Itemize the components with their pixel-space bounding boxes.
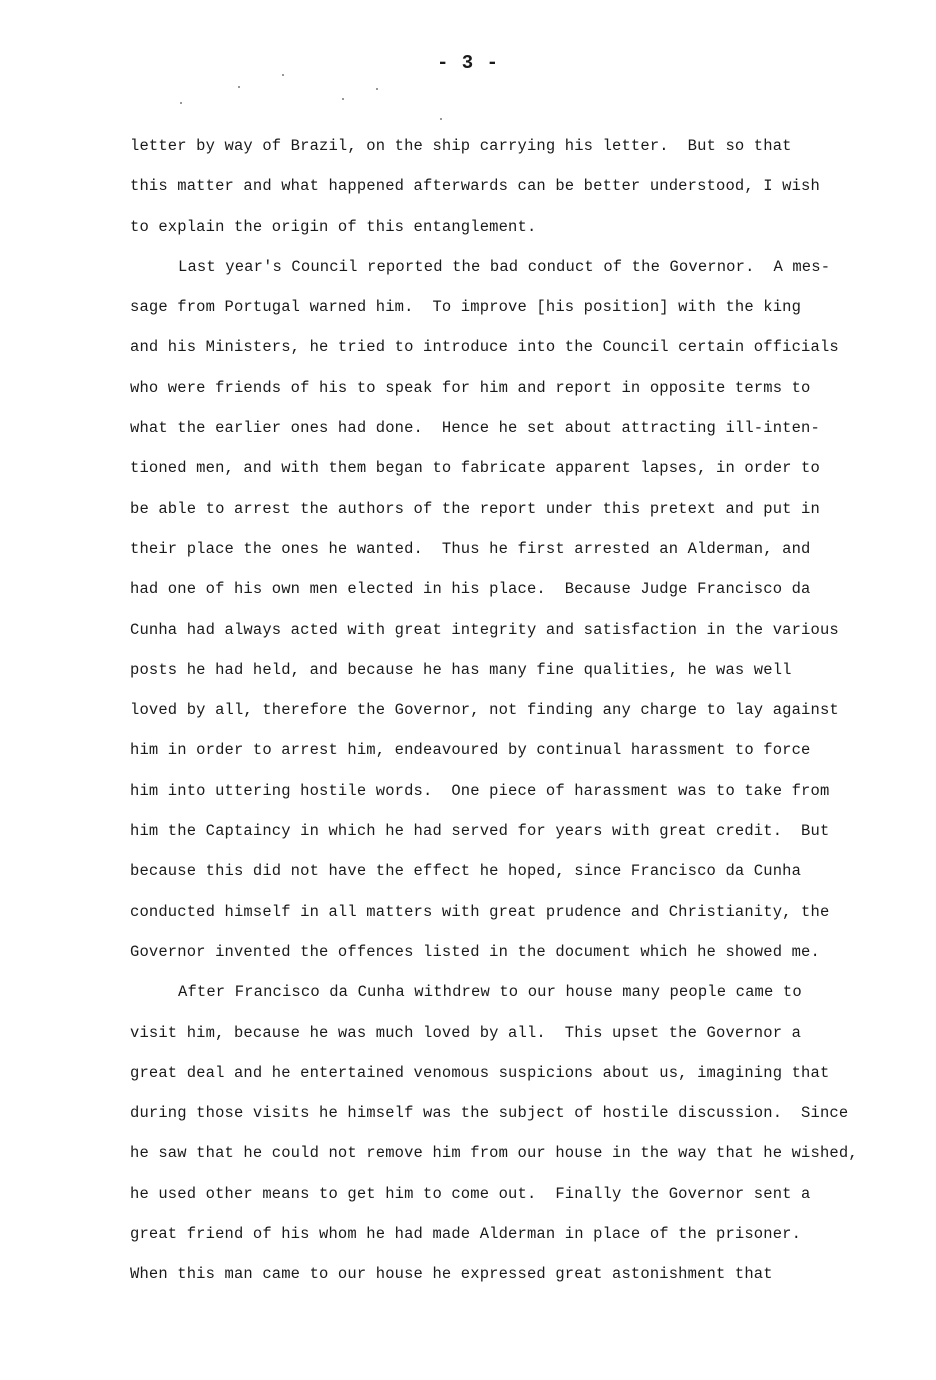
page-number: - 3 - bbox=[436, 52, 499, 74]
text-line: during those visits he himself was the subject of hostile discussion. Since bbox=[130, 1104, 849, 1123]
text-line: be able to arrest the authors of the report under this pretext and put in bbox=[130, 499, 820, 518]
text-line: tioned men, and with them began to fabricate apparent lapses, in order to bbox=[130, 459, 820, 478]
text-line: posts he had held, and because he has many fine qualities, he was well bbox=[130, 660, 792, 679]
text-line: him in order to arrest him, endeavoured by continual harassment to force bbox=[130, 741, 811, 760]
text-line: and his Ministers, he tried to introduce into the Council certain officials bbox=[130, 338, 839, 357]
text-line: him the Captaincy in which he had served for years with great credit. But bbox=[130, 822, 830, 841]
text-line: sage from Portugal warned him. To improve [his position] with the king bbox=[130, 298, 802, 317]
text-line: who were friends of his to speak for him and report in opposite terms to bbox=[130, 378, 811, 397]
text-line: letter by way of Brazil, on the ship carrying his letter. But so that bbox=[130, 137, 792, 155]
text-line: he used other means to get him to come out. Finally the Governor sent a bbox=[130, 1184, 811, 1203]
text-line: loved by all, therefore the Governor, not finding any charge to lay against bbox=[130, 701, 839, 720]
text-line: had one of his own men elected in his place. Because Judge Francisco da bbox=[130, 580, 811, 599]
text-line: Cunha had always acted with great integrity and satisfaction in the various bbox=[130, 620, 839, 639]
text-line: what the earlier ones had done. Hence he set about attracting ill-inten- bbox=[130, 419, 820, 438]
text-line: to explain the origin of this entanglement. bbox=[130, 217, 537, 236]
text-line: Governor invented the offences listed in the document which he showed me. bbox=[130, 942, 820, 961]
text-line: great deal and he entertained venomous suspicions about us, imagining that bbox=[130, 1063, 830, 1082]
text-line: he saw that he could not remove him from our house in the way that he wished, bbox=[130, 1144, 858, 1163]
text-line: this matter and what happened afterwards can be better understood, I wish bbox=[130, 177, 820, 196]
text-line: visit him, because he was much loved by all. This upset the Governor a bbox=[130, 1023, 802, 1042]
text-line: because this did not have the effect he hoped, since Francisco da Cunha bbox=[130, 862, 802, 881]
document-body bbox=[130, 126, 920, 1295]
text-line: their place the ones he wanted. Thus he first arrested an Alderman, and bbox=[130, 539, 811, 558]
text-line: Last year's Council reported the bad conduct of the Governor. A mes- bbox=[178, 257, 831, 276]
text-line: After Francisco da Cunha withdrew to our house many people came to bbox=[178, 983, 802, 1002]
text-line: great friend of his whom he had made Alderman in place of the prisoner. bbox=[130, 1225, 802, 1244]
text-line: conducted himself in all matters with great prudence and Christianity, the bbox=[130, 902, 830, 921]
text-line: When this man came to our house he expressed great astonishment that bbox=[130, 1265, 773, 1284]
text-line: him into uttering hostile words. One piece of harassment was to take from bbox=[130, 781, 830, 800]
